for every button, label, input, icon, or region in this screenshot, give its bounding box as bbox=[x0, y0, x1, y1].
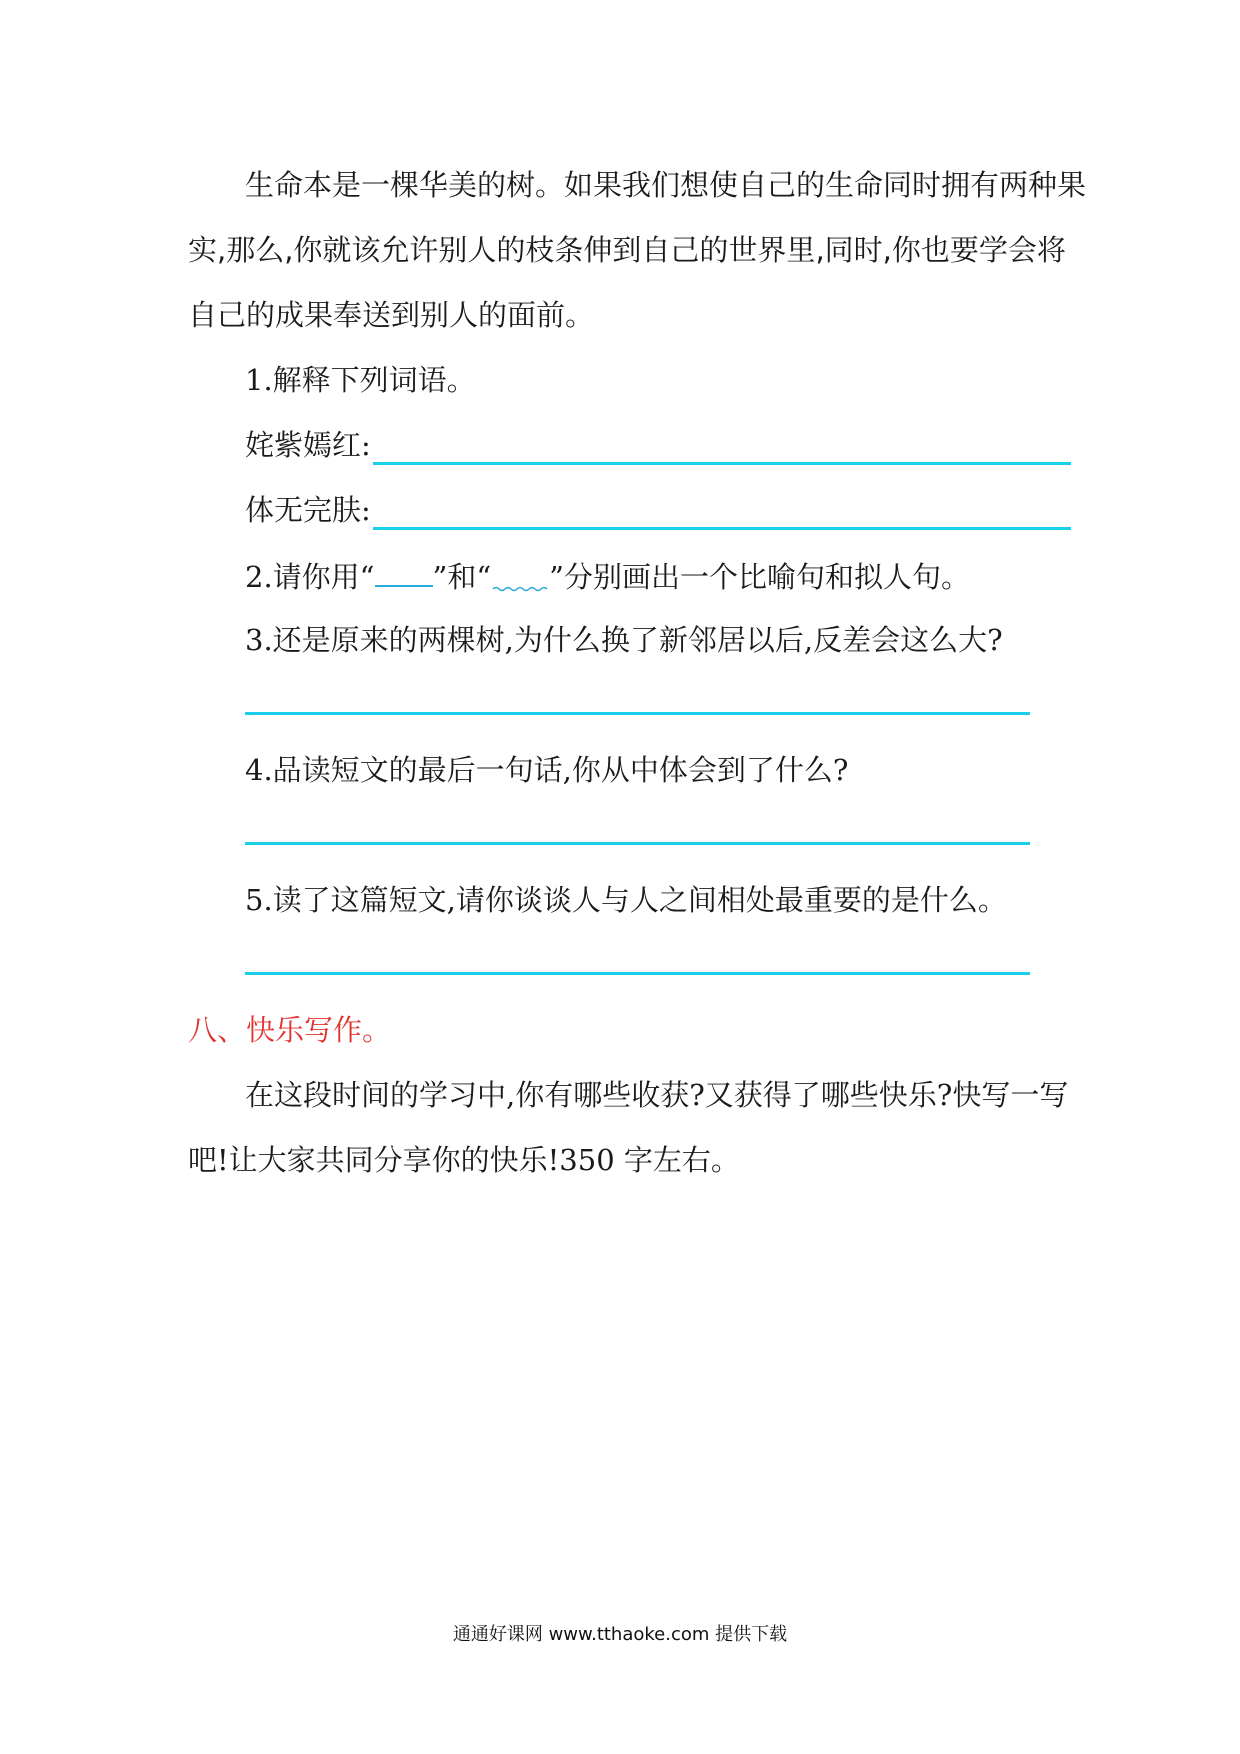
answer-line-q4[interactable] bbox=[245, 842, 1030, 845]
footer-credit: 通通好课网 www.tthaoke.com 提供下载 bbox=[452, 1624, 788, 1645]
passage-line-2: 实,那么,你就该允许别人的枝条伸到自己的世界里,同时,你也要学会将 bbox=[188, 233, 1066, 267]
term-answer-line-2[interactable] bbox=[373, 493, 1071, 530]
term-label-1: 姹紫嫣红: bbox=[245, 428, 371, 462]
passage-line-1: 生命本是一棵华美的树。如果我们想使自己的生命同时拥有两种果 bbox=[245, 168, 1087, 202]
straight-underline-sample bbox=[375, 555, 433, 587]
term-row-2 bbox=[245, 490, 1071, 530]
question-2 bbox=[245, 555, 970, 597]
answer-line-q3[interactable] bbox=[245, 712, 1030, 715]
term-label-2: 体无完肤: bbox=[245, 493, 371, 527]
question-1: 1.解释下列词语。 bbox=[245, 363, 476, 397]
question-2-text-b: ”和“ bbox=[432, 560, 492, 594]
question-2-text-a: 2.请你用“ bbox=[245, 560, 375, 594]
question-3: 3.还是原来的两棵树,为什么换了新邻居以后,反差会这么大? bbox=[245, 623, 1003, 657]
answer-line-q5[interactable] bbox=[245, 972, 1030, 975]
question-5: 5.读了这篇短文,请你谈谈人与人之间相处最重要的是什么。 bbox=[245, 883, 1007, 917]
passage-line-3: 自己的成果奉送到别人的面前。 bbox=[188, 298, 595, 332]
term-row-1 bbox=[245, 425, 1071, 465]
term-answer-line-1[interactable] bbox=[373, 428, 1071, 465]
section-8-line-2: 吧!让大家共同分享你的快乐!350 字左右。 bbox=[188, 1143, 740, 1177]
section-8-line-1: 在这段时间的学习中,你有哪些收获?又获得了哪些快乐?快写一写 bbox=[245, 1078, 1069, 1112]
wavy-underline-sample bbox=[491, 557, 549, 587]
question-4: 4.品读短文的最后一句话,你从中体会到了什么? bbox=[245, 753, 849, 787]
section-8-title: 八、快乐写作。 bbox=[188, 1013, 392, 1047]
question-2-text-c: ”分别画出一个比喻句和拟人句。 bbox=[549, 560, 970, 594]
